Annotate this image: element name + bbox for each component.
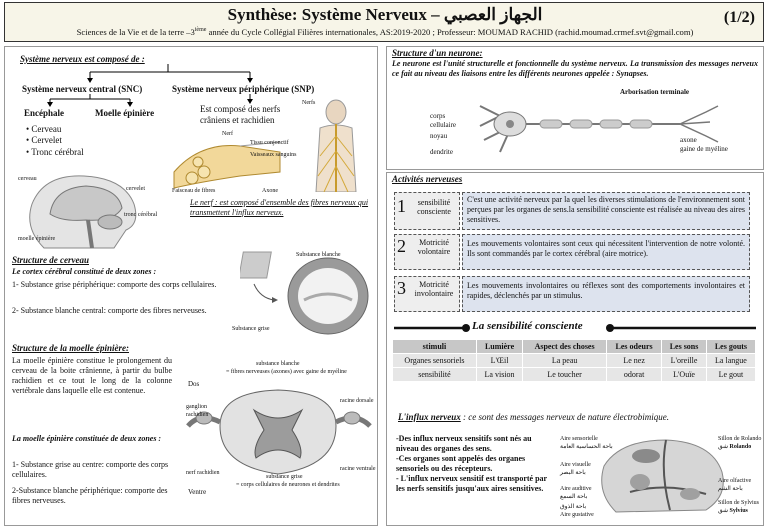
composition-title: Système nerveux est composé de : <box>20 54 145 64</box>
activite-num-3: 3 <box>397 278 406 298</box>
activite-num-1: 1 <box>397 196 406 216</box>
table-header: stimuli <box>393 340 477 354</box>
activites-title: Activités nerveuses <box>392 174 463 184</box>
sillon-rolando: Sillon de Rolando شق Rolando <box>718 436 762 450</box>
snc-label: Système nerveux central (SNC) <box>22 84 143 94</box>
sc-label-racine-d: racine dorsale <box>340 398 374 404</box>
brain-label-cervelet: cervelet <box>126 186 145 192</box>
brain-section-illustration <box>240 248 370 338</box>
activite-num-2: 2 <box>397 236 406 256</box>
table-row <box>393 354 756 368</box>
list-item: - L'influx nerveux sensitif est transporté par les nerfs sensitifs jusqu'aux aires sensitives. <box>396 474 547 493</box>
page-title: Synthèse: Système Nerveux – الجهاز العصبي <box>227 5 543 24</box>
aire-olfactive: Aire olfactive باحة الشم <box>718 478 752 492</box>
table-cell: La vision <box>476 368 522 382</box>
table-cell: odorat <box>607 368 662 382</box>
table-cell: La peau <box>523 354 607 368</box>
sc-label-sg: substance grise <box>266 474 303 480</box>
aire-sensorielle: Aire sensorielle باحة الحساسية العامة <box>560 436 613 450</box>
neurone-label-gaine: gaine de myéline <box>680 145 728 153</box>
nerf-definition: Le nerf : est composé d'ensemble des fibres nerveux qui transmettent l'influx nerveux. <box>190 198 369 217</box>
moelle-zone-2: 2-Substance blanche périphérique: comporte des fibres nerveuses. <box>12 486 168 505</box>
table-cell: L'Ouïe <box>662 368 707 382</box>
encephale-list <box>26 124 84 158</box>
sc-label-ganglion: ganglion rachidien <box>186 404 209 418</box>
aire-auditive: Aire auditive باحة السمع <box>560 486 592 500</box>
sc-label-sg2: = corps cellulaires de neurones et dendrites <box>236 482 340 488</box>
neurone-label-axone: axone <box>680 136 697 144</box>
table-cell: Organes sensoriels <box>393 354 477 368</box>
cerveau-title: Structure de cerveau <box>12 255 89 265</box>
influx-definition: L'influx nerveux : ce sont des messages nerveux de nature électrobimique. <box>398 412 670 422</box>
neurone-label-arbo: Arborisation terminale <box>620 88 690 96</box>
table-cell: L'Œil <box>476 354 522 368</box>
activite-name-1: sensibilité consciente <box>417 198 451 216</box>
influx-list <box>396 434 554 494</box>
table-cell: Le nez <box>607 354 662 368</box>
encephale-label: Encéphale <box>24 108 65 118</box>
table-cell: L'oreille <box>662 354 707 368</box>
neurone-label-noyau: noyau <box>430 132 448 140</box>
activite-name-2: Motricité volontaire <box>417 238 451 256</box>
moelle-label: Moelle épinière <box>95 108 155 118</box>
moelle-intro: La moelle épinière constituée de deux zones : <box>12 434 162 443</box>
table-row <box>393 368 756 382</box>
table-header: Aspect des choses <box>523 340 607 354</box>
table-header: Les odeurs <box>607 340 662 354</box>
nerve-label-faisceau: Faisceau de fibres <box>172 188 216 194</box>
nerve-label-tissu: Tissu conjonctif <box>250 140 289 146</box>
table-header-row <box>393 340 756 354</box>
list-item: -Des influx nerveux sensitifs sont nés au niveau des organes des sens. <box>396 434 532 453</box>
sc-label-sb2: = fibres nerveuses (axones) avec gaine de myéline <box>226 369 347 375</box>
activite-text-2: Les mouvements volontaires sont ceux qui nécessitent l'intervention de notre volonté. Ils sont commandés par le cortex cérébral (aire motrice). <box>462 234 750 270</box>
activite-text-1: C'est une activité nerveux par la quel les diverses stimulations de l'environnement sont perçues par les organes de sens.la sensibilité consciente est réalisée au niveau des aires sensitives. <box>462 192 750 230</box>
moelle-zone-1: 1- Substance grise au centre: comporte des corps cellulaires. <box>12 460 169 479</box>
neurone-label-corps: corps cellulaire <box>430 112 457 129</box>
page-number: (1/2) <box>723 9 755 26</box>
aire-gustative: باحة الذوق Aire gustative <box>560 504 594 518</box>
sillon-sylvius: Sillon de Sylvius شق Sylvius <box>718 500 760 514</box>
moelle-title: Structure de la moelle épinière: <box>12 343 129 353</box>
table-cell: sensibilité <box>393 368 477 382</box>
table-cell: Le gout <box>706 368 755 382</box>
activite-name-3: Motricité involontaire <box>414 280 454 298</box>
table-header: Les sons <box>662 340 707 354</box>
moelle-paragraph: La moelle épinière constitue le prolongement du cerveau de la boite crânienne, à partir du bulbe rachidien et ce tout le long de la colonne vertébrale dans laquelle elle est contenue. <box>12 356 172 395</box>
cerveau-zone-1: 1- Substance grise périphérique: comporte des corps cellulaires. <box>12 280 217 289</box>
sens-title: La sensibilité consciente <box>472 320 583 332</box>
snp-description: Est composé des nerfs crâniens et rachidien <box>200 104 281 126</box>
table-cell: La langue <box>706 354 755 368</box>
nerve-label-vaisseaux: Vaisseaux sanguins <box>250 152 297 158</box>
neurone-title: Structure d'un neurone: <box>392 48 483 58</box>
table-header: Lumière <box>476 340 522 354</box>
page-subtitle: Sciences de la Vie et de la terre –3ième année du Cycle Collégial Filières internationales, AS:2019-2020 ; Professeur: MOUMAD RACHID (rachid.moumad.crmef.svt@gmail.com) <box>76 27 694 37</box>
aire-visuelle: Aire visuelle باحة البصر <box>560 462 591 476</box>
cerveau-zone-2: 2- Substance blanche central: comporte des fibres nerveuses. <box>12 306 207 315</box>
nerve-label-nerf: Nerf <box>222 131 233 137</box>
sc-label-nerf-r: nerf rachidien <box>186 470 220 476</box>
list-item: • Cervelet <box>26 135 62 146</box>
list-item: • Cerveau <box>26 124 62 134</box>
neurone-text: Le neurone est l'unité structurelle et fonctionnelle du système nerveux. La transmission des messages nerveux ce fait au niveau des liaisons entre les différents neurones appelée : Synapses. <box>392 59 758 78</box>
brain-label-moelle: moelle épinière <box>18 236 56 242</box>
activite-text-3: Les mouvements involontaires ou réflexes sont des comportements involontaires et rapides, déclenchés par un stimulus. <box>462 276 750 312</box>
brain-label-tronc: tronc cérébral <box>124 212 158 218</box>
sc-label-ventre: Ventre <box>188 488 207 496</box>
list-item: • Tronc cérébral <box>26 146 84 157</box>
sens-table <box>392 339 756 382</box>
cerveau-label-blanche: Substance blanche <box>296 252 341 258</box>
snp-label: Système nerveux périphérique (SNP) <box>172 84 315 94</box>
sc-label-dos: Dos <box>188 380 200 388</box>
sc-label-sb: substance blanche <box>256 361 300 367</box>
sc-label-racine-v: racine ventrale <box>340 466 376 472</box>
table-cell: Le toucher <box>523 368 607 382</box>
neurone-label-dendrite: dendrite <box>430 148 453 156</box>
nerve-label-axone: Axone <box>262 188 278 194</box>
nerfs-label: Nerfs <box>302 100 316 106</box>
list-item: -Ces organes sont appelés des organes sensoriels ou des récepteurs. <box>396 454 526 473</box>
cerveau-label-grise: Substance grise <box>232 326 270 332</box>
table-header: Les gouts <box>706 340 755 354</box>
cerveau-intro: Le cortex cérébral constitué de deux zones : <box>12 267 157 276</box>
brain-label-cerveau: cerveau <box>18 176 37 182</box>
nervous-system-illustration <box>300 96 372 192</box>
